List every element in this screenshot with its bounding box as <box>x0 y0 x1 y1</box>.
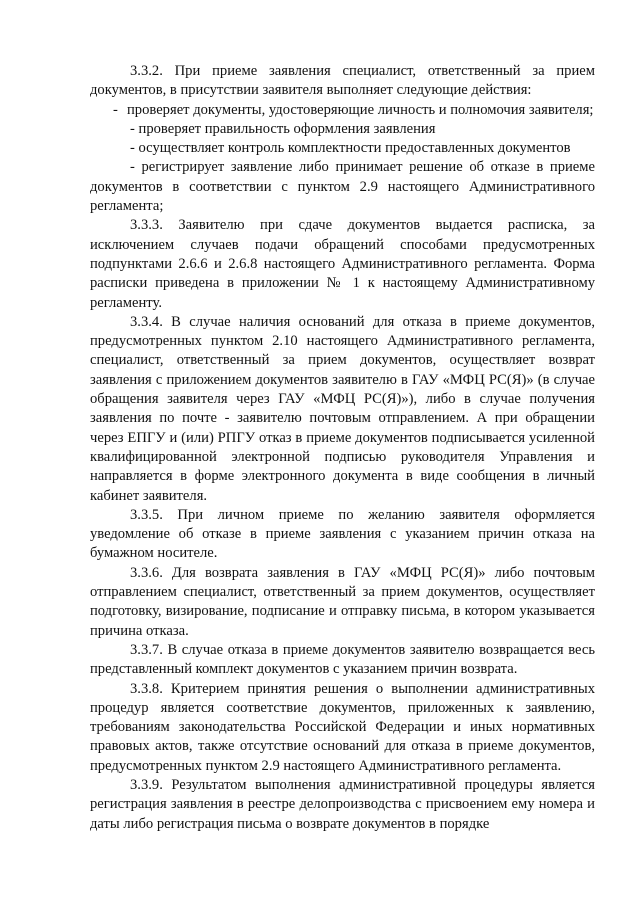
list-item-text: проверяет документы, удостоверяющие личность и полномочия заявителя; <box>127 101 594 118</box>
document-page <box>90 62 595 834</box>
paragraph-3-3-8: 3.3.8. Критерием принятия решения о выполнении административных процедур является соответствие документов, приложенных к заявлению, требованиям законодательства Российской Федерации и иных нормативных правовых актов, также отсутствие оснований для отказа в приеме документов, предусмотренных пунктом 2.9 настоящего Административного регламента. <box>90 680 595 774</box>
list-item-check-form: - проверяет правильность оформления заявления <box>130 120 436 137</box>
list-item-check-documents <box>90 101 595 120</box>
paragraph-3-3-4: 3.3.4. В случае наличия оснований для отказа в приеме документов, предусмотренных пунктом 2.10 настоящего Административного регламента, специалист, ответственный за прием документов, осуществляет возврат заявления с приложением документов заявителю в ГАУ «МФЦ РС(Я)» (в случае обращения заявителя через ГАУ «МФЦ РС(Я)»), либо в случае получения заявления по почте - заявителю почтовым отправлением. А при обращении через ЕПГУ и (или) РПГУ отказ в приеме документов подписывается усиленной квалифицированной электронной подписью руководителя Управления и направляется в форме электронного документа в виде сообщения в личный кабинет заявителя. <box>90 313 595 504</box>
list-bullet: - <box>113 101 118 118</box>
paragraph-3-3-3: 3.3.3. Заявителю при сдаче документов выдается расписка, за исключением случаев подачи обращений способами предусмотренных подпунктами 2.6.6 и 2.6.8 настоящего Административного регламента. Форма расписки приведена в приложении № 1 к настоящему Административному регламенту. <box>90 217 595 311</box>
paragraph-3-3-2-intro: 3.3.2. При приеме заявления специалист, ответственный за прием документов, в присутствии заявителя выполняет следующие действия: <box>90 63 595 99</box>
paragraph-3-3-9: 3.3.9. Результатом выполнения административной процедуры является регистрация заявления в реестре делопроизводства с присвоением ему номера и даты либо регистрация письма о возврате документов в порядке <box>90 776 595 832</box>
paragraph-3-3-5: 3.3.5. При личном приеме по желанию заявителя оформляется уведомление об отказе в приеме заявления с указанием причин отказа на бумажном носителе. <box>90 506 595 562</box>
paragraph-3-3-6: 3.3.6. Для возврата заявления в ГАУ «МФЦ РС(Я)» либо почтовым отправлением специалист, ответственный за прием документов, осуществляет подготовку, визирование, подписание и отправку письма, в котором указывается причина отказа. <box>90 564 595 639</box>
list-item-register: - регистрирует заявление либо принимает решение об отказе в приеме документов в соответствии с пунктом 2.9 настоящего Административного регламента; <box>90 159 595 215</box>
paragraph-3-3-7: 3.3.7. В случае отказа в приеме документов заявителю возвращается весь представленный комплект документов с указанием причин возврата. <box>90 641 595 678</box>
list-item-control-completeness: - осуществляет контроль комплектности предоставленных документов <box>130 140 571 157</box>
